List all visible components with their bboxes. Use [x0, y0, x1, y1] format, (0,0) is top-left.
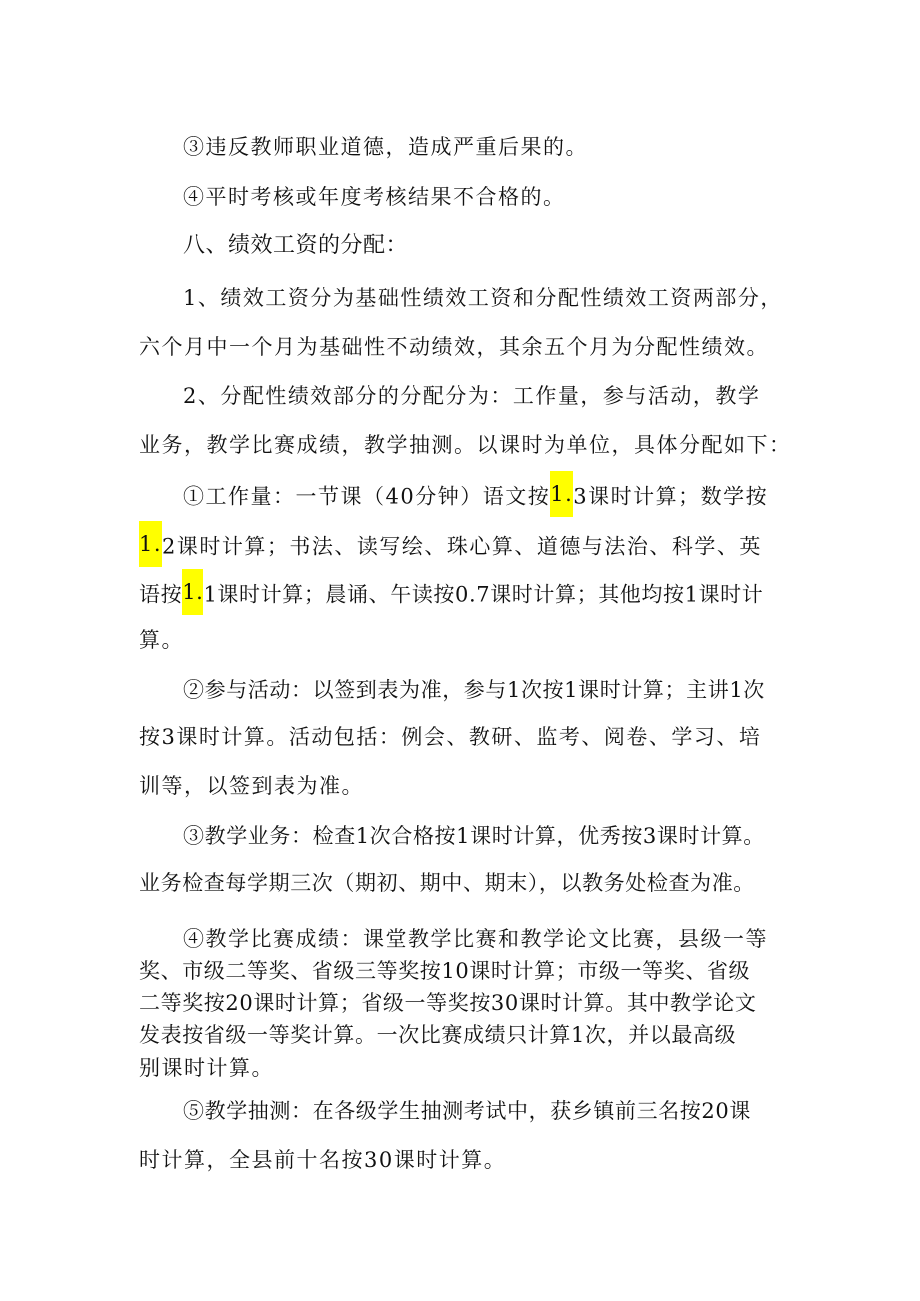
- highlight-marker: 1.: [139, 521, 162, 567]
- teaching-line-1: ③教学业务：检查1次合格按1课时计算，优秀按3课时计算。: [183, 824, 765, 848]
- activity-line-2: 按3课时计算。活动包括：例会、教研、监考、阅卷、学习、培: [139, 725, 762, 749]
- contest-line-3: 二等奖按20课时计算；省级一等奖按30课时计算。其中教学论文: [139, 991, 757, 1015]
- paragraph-2-line-2: 业务，教学比赛成绩，教学抽测。以课时为单位，具体分配如下：: [139, 433, 792, 457]
- item-4-assessment: ④平时考核或年度考核结果不合格的。: [183, 185, 566, 209]
- highlight-marker: 1.: [182, 569, 203, 615]
- workload-text-d: 语按: [139, 582, 183, 607]
- workload-line-3: [139, 577, 799, 607]
- paragraph-2-line-1: 2、分配性绩效部分的分配分为：工作量，参与活动，教学: [183, 384, 761, 408]
- contest-line-1: ④教学比赛成绩：课堂教学比赛和教学论文比赛，县级一等: [183, 927, 768, 951]
- workload-text-b: 3课时计算；数学按: [573, 484, 769, 509]
- test-line-2: 时计算，全县前十名按30课时计算。: [139, 1148, 507, 1172]
- activity-line-1: ②参与活动：以签到表为准，参与1次按1课时计算；主讲1次: [183, 678, 765, 702]
- paragraph-1-line-1: 1、绩效工资分为基础性绩效工资和分配性绩效工资两部分，: [183, 286, 783, 310]
- item-3-violation: ③违反教师职业道德，造成严重后果的。: [183, 135, 588, 159]
- workload-line-1: [183, 479, 843, 509]
- paragraph-1-line-2: 六个月中一个月为基础性不动绩效，其余五个月为分配性绩效。: [139, 335, 769, 359]
- teaching-line-2: 业务检查每学期三次（期初、期中、期末），以教务处检查为准。: [139, 871, 755, 895]
- workload-text-c: 2课时计算；书法、读写绘、珠心算、道德与法治、科学、英: [162, 534, 762, 559]
- contest-line-2: 奖、市级二等奖、省级三等奖按10课时计算；市级一等奖、省级: [139, 959, 751, 983]
- activity-line-3: 训等，以签到表为准。: [139, 774, 364, 798]
- test-line-1: ⑤教学抽测：在各级学生抽测考试中，获乡镇前三名按20课: [183, 1099, 751, 1123]
- workload-text-a: ①工作量：一节课（40分钟）语文按: [183, 484, 551, 509]
- contest-line-5: 别课时计算。: [139, 1056, 274, 1080]
- workload-text-e: 1课时计算；晨诵、午读按0.7课时计算；其他均按1课时计: [203, 582, 764, 607]
- highlight-marker: 1.: [550, 471, 573, 517]
- workload-line-2: [139, 529, 799, 559]
- contest-line-4: 发表按省级一等奖计算。一次比赛成绩只计算1次，并以最高级: [139, 1023, 737, 1047]
- section-heading: 八、绩效工资的分配：: [183, 233, 409, 258]
- workload-line-4: 算。: [139, 628, 184, 652]
